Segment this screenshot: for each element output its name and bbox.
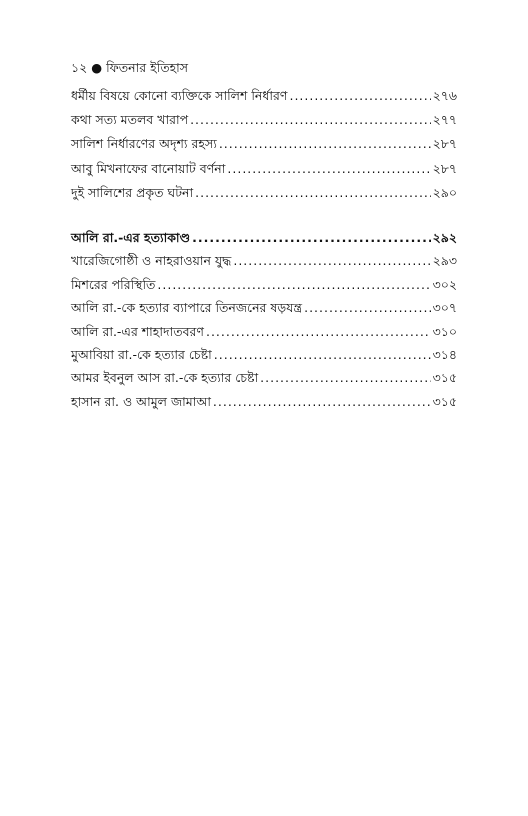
toc-entry (71, 324, 457, 347)
toc-entry-page: ২৯৩ (432, 253, 457, 269)
toc-entry-title: মুআবিয়া রা.-কে হত্যার চেষ্টা (71, 346, 212, 362)
toc-entry-title: সালিশ নির্ধারণের অদৃশ্য রহস্য (71, 136, 217, 152)
toc-entry-title: ধর্মীয় বিষয়ে কোনো ব্যক্তিকে সালিশ নির্ধারণ (71, 88, 288, 103)
toc-entry-page: ৩১৫ (432, 370, 457, 386)
toc-entry-title: মিশরের পরিস্থিতি (71, 276, 156, 292)
toc-entry (71, 347, 457, 370)
dot-leader (214, 347, 431, 363)
toc-entry (71, 394, 457, 417)
dot-leader (213, 394, 431, 410)
dot-leader (304, 300, 431, 316)
toc-entry (71, 277, 457, 300)
dot-leader (219, 136, 431, 152)
toc-entry-title: আলি রা.-কে হত্যার ব্যাপারে তিনজনের ষড়যন্ত্র (71, 300, 303, 316)
toc-entry-page: ৩১৫ (432, 393, 457, 409)
toc-entry-title: আবু মিখনাফের বানোয়াট বর্ণনা (71, 160, 226, 176)
toc-entry (71, 253, 457, 276)
dot-leader (233, 253, 430, 269)
toc-chapter-heading (71, 230, 457, 253)
toc-entry (71, 185, 457, 209)
toc-entry-title: হাসান রা. ও আমুল জামাআ (71, 393, 211, 409)
toc-entry-page: ২৭৭ (432, 112, 457, 128)
toc-entry-page: ২৭৬ (432, 88, 457, 103)
toc-entry-title: আলি রা.-এর শাহাদাতবরণ (71, 323, 204, 339)
toc-entry (71, 112, 457, 136)
toc-entry-title: খারেজিগোষ্ঠী ও নাহরাওয়ান যুদ্ধ (71, 253, 232, 269)
toc-entry-page: ৩০৭ (432, 300, 457, 316)
toc-entry-title: আমর ইবনুল আস রা.-কে হত্যার চেষ্টা (71, 370, 259, 386)
dot-leader (157, 277, 430, 293)
dot-leader (289, 88, 430, 104)
dot-leader (206, 324, 431, 340)
dot-leader (260, 370, 430, 386)
toc-entry (71, 300, 457, 323)
dot-leader (227, 161, 430, 177)
toc-chapter-page: ২৯২ (432, 230, 457, 245)
toc-entry-page: ৩১০ (432, 323, 457, 339)
toc-entry-page: ২৯০ (432, 184, 457, 200)
toc-section-one (71, 88, 457, 209)
toc-entry-page: ২৮৭ (432, 136, 457, 152)
toc-entry-page: ৩০২ (432, 276, 457, 292)
toc-chapter-title: আলি রা.-এর হত্যাকাণ্ড (71, 230, 191, 245)
running-head: ১২ ● ফিতনার ইতিহাস (71, 60, 189, 75)
toc-entry (71, 136, 457, 160)
toc-entry (71, 161, 457, 185)
toc-entry-title: কথা সত্য মতলব খারাপ (71, 112, 189, 128)
toc-section-two (71, 230, 457, 417)
dot-leader (192, 230, 430, 246)
toc-entry (71, 370, 457, 393)
toc-entry (71, 88, 457, 112)
dot-leader (195, 185, 430, 201)
dot-leader (190, 112, 431, 128)
toc-entry-page: ২৮৭ (432, 160, 457, 176)
toc-entry-page: ৩১৪ (432, 346, 457, 362)
toc-entry-title: দুই সালিশের প্রকৃত ঘটনা (71, 184, 194, 200)
